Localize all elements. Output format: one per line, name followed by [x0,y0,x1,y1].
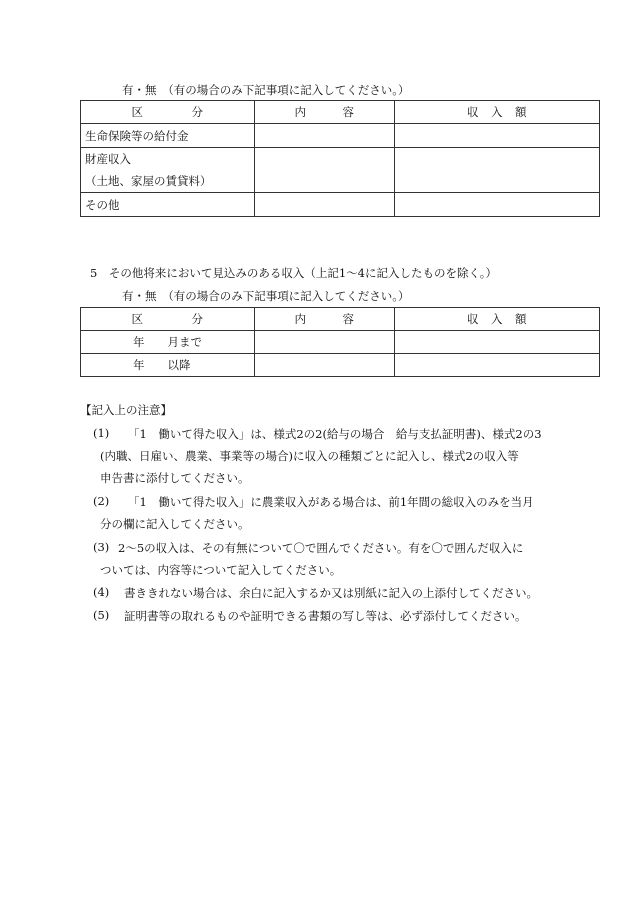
section5-heading: 5 その他将来において見込みのある収入（上記1〜4に記入したものを除く。） [90,266,497,280]
amount-cell[interactable] [395,124,600,148]
note-number: (1) [93,426,110,440]
table-row [81,148,600,193]
header-category: 区 分 [81,308,255,331]
row-label-from-year[interactable]: 年 以降 [81,354,255,377]
note-line: 申告書に添付してください。 [100,471,250,485]
header-content: 内 容 [255,101,395,124]
note-line: 2〜5の収入は、その有無について〇で囲んでください。有を〇で囲んだ収入に [118,541,524,555]
amount-cell[interactable] [395,193,600,217]
row-label-property [81,148,255,193]
row-label-property-sub: （土地、家屋の賃貸料） [85,174,212,188]
notes-title: 【記入上の注意】 [80,403,172,417]
header-content: 内 容 [255,308,395,331]
amount-cell[interactable] [395,331,600,354]
header-category: 区 分 [81,101,255,124]
row-label-other: その他 [81,193,255,217]
note-line: 分の欄に記入してください。 [100,517,250,531]
note-number: (4) [93,585,110,599]
content-cell[interactable] [255,331,395,354]
row-label-property-main: 財産収入 [85,152,131,166]
amount-cell[interactable] [395,148,600,193]
table-header-row [81,308,600,331]
note-number: (3) [93,540,110,554]
note-line: ついては、内容等について記入してください。 [100,563,342,577]
section4-choice-line[interactable]: 有・無 （有の場合のみ下記事項に記入してください。） [122,83,410,97]
table-header-row [81,101,600,124]
amount-cell[interactable] [395,354,600,377]
content-cell[interactable] [255,124,395,148]
section5-income-table [80,307,600,377]
content-cell[interactable] [255,148,395,193]
note-line: 「1 働いて得た収入」に農業収入がある場合は、前1年間の総収入のみを当月 [128,495,534,509]
row-label-insurance: 生命保険等の給付金 [81,124,255,148]
content-cell[interactable] [255,354,395,377]
content-cell[interactable] [255,193,395,217]
section4-income-table [80,100,600,217]
note-line: 証明書等の取れるものや証明できる書類の写し等は、必ず添付してください。 [124,609,527,623]
note-line: (内職、日雇い、農業、事業等の場合)に収入の種類ごとに記入し、様式2の収入等 [100,449,519,463]
table-row [81,354,600,377]
table-row [81,124,600,148]
note-number: (5) [93,608,110,622]
note-number: (2) [93,494,110,508]
header-amount: 収 入 額 [395,101,600,124]
table-row [81,331,600,354]
note-line: 書ききれない場合は、余白に記入するか又は別紙に記入の上添付してください。 [124,586,538,600]
table-row [81,193,600,217]
note-line: 「1 働いて得た収入」は、様式2の2(給与の場合 給与支払証明書)、様式2の3 [128,427,542,441]
row-label-until-month[interactable]: 年 月まで [81,331,255,354]
section5-choice-line[interactable]: 有・無 （有の場合のみ下記事項に記入してください。） [122,289,410,303]
header-amount: 収 入 額 [395,308,600,331]
